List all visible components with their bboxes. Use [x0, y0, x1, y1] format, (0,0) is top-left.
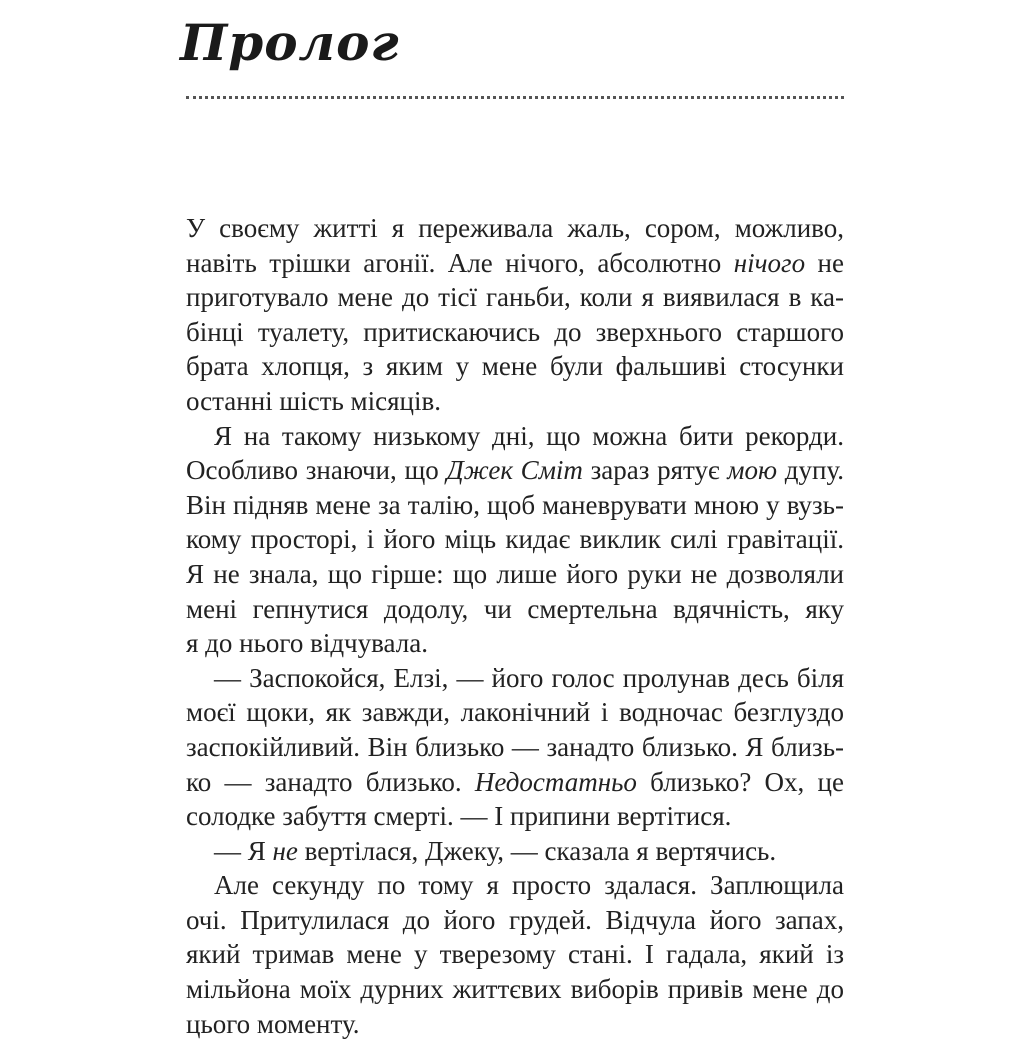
text-line [186, 280, 844, 315]
text-segment: Я на такому низькому дні, що можна бити рекорди. [214, 420, 844, 451]
text-segment: ко — занадто близько. [186, 766, 475, 797]
chapter-body-text [186, 211, 844, 1041]
text-segment: цього моменту. [186, 1008, 360, 1039]
text-line [186, 799, 844, 834]
text-segment: кому просторі, і його міць кидає виклик силі гравітації. [186, 524, 844, 555]
text-line [186, 453, 844, 488]
text-segment: приготувало мене до тісї ганьби, коли я виявилася в ка- [186, 282, 844, 313]
text-line [186, 695, 844, 730]
text-segment: заспокійливий. Він близько — занадто близько. Я близь- [186, 731, 844, 762]
text-line [186, 246, 844, 281]
text-line [186, 211, 844, 246]
text-line [186, 592, 844, 627]
text-line [186, 661, 844, 696]
italic-text: Джек Сміт [446, 455, 583, 486]
text-segment: останні шість місяців. [186, 385, 441, 416]
text-line [186, 972, 844, 1007]
italic-text: мою [727, 455, 778, 486]
text-segment: бінці туалету, притискаючись до зверхнього старшого [186, 316, 844, 347]
dotted-divider [186, 96, 844, 99]
chapter-title: Пролог [180, 13, 400, 72]
text-line [186, 730, 844, 765]
italic-text: Недостатньо [474, 766, 637, 797]
text-segment: навіть трішки агонії. Але нічого, абсолютно [186, 247, 734, 278]
text-segment: моєї щоки, як завжди, лаконічний і водночас безглуздо [186, 697, 844, 728]
italic-text: нічого [733, 247, 806, 278]
text-segment: очі. Притулилася до його грудей. Відчула його запах, [186, 904, 844, 935]
text-line [186, 315, 844, 350]
italic-text: не [272, 835, 298, 866]
text-line [186, 765, 844, 800]
text-segment: Я не знала, що гірше: що лише його руки не дозволяли [186, 558, 844, 589]
text-segment: — Я [214, 835, 273, 866]
text-segment: вертілася, Джеку, — сказала я вертячись. [297, 835, 777, 866]
text-segment: мільйона моїх дурних життєвих виборів привів мене до [186, 974, 844, 1005]
text-segment: який тримав мене у тверезому стані. І гадала, який із [186, 939, 844, 970]
text-segment: У своєму житті я переживала жаль, сором, можливо, [186, 213, 844, 243]
text-line [186, 522, 844, 557]
text-segment: я до нього відчувала. [186, 628, 428, 659]
text-line [186, 626, 844, 661]
text-segment: Але секунду по тому я просто здалася. Заплющила [214, 870, 844, 901]
text-line [186, 349, 844, 384]
text-segment: близько? Ох, це [636, 766, 844, 797]
text-segment: брата хлопця, з яким у мене були фальшиві стосунки [186, 351, 844, 382]
text-segment: мені гепнутися додолу, чи смертельна вдячність, яку [186, 593, 844, 624]
text-segment: зараз рятує [582, 455, 728, 486]
text-line [186, 557, 844, 592]
text-line [186, 903, 844, 938]
text-segment: не [805, 247, 844, 278]
text-line [186, 419, 844, 454]
text-line [186, 937, 844, 972]
text-line [186, 834, 844, 869]
text-segment: Особливо знаючи, що [186, 455, 447, 486]
text-segment: Він підняв мене за талію, щоб маневрувати мною у вузь- [186, 489, 844, 520]
text-line [186, 384, 844, 419]
text-segment: дупу. [777, 455, 844, 486]
text-line [186, 868, 844, 903]
text-segment: — Заспокойся, Елзі, — його голос пролунав десь біля [214, 662, 844, 693]
text-line [186, 488, 844, 523]
text-segment: солодке забуття смерті. — І припини вертітися. [186, 801, 732, 832]
